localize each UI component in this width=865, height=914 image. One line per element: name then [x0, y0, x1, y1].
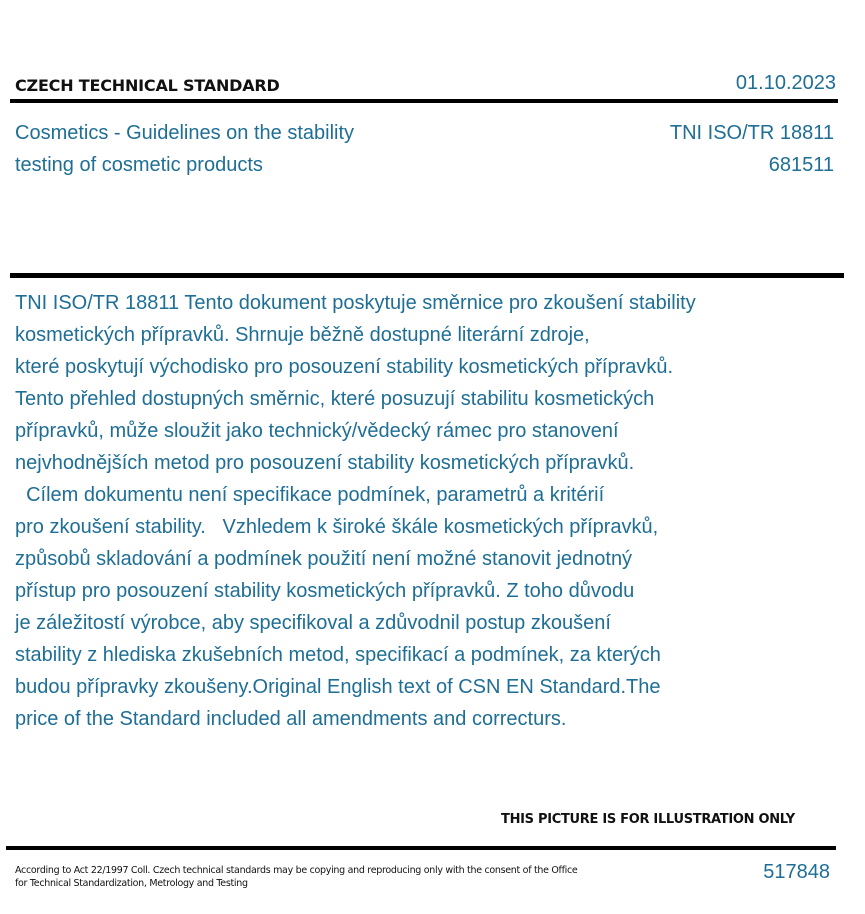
- document-number: 517848: [763, 861, 830, 883]
- classification-number: 681511: [768, 154, 834, 176]
- standard-title: [15, 117, 354, 181]
- abstract-line: kosmetických přípravků. Shrnuje běžně dostupné literární zdroje,: [15, 324, 590, 346]
- abstract-line: které poskytují východisko pro posouzení stability kosmetických přípravků.: [15, 356, 674, 378]
- abstract-line: způsobů skladování a podmínek použití není možné stanovit jednotný: [15, 548, 633, 570]
- abstract-line: Tento přehled dostupných směrnic, které posuzují stabilitu kosmetických: [15, 388, 655, 410]
- copyright-notice: [15, 864, 615, 890]
- abstract-line: přístup pro posouzení stability kosmetických přípravků. Z toho důvodu: [15, 580, 635, 602]
- abstract-line: TNI ISO/TR 18811 Tento dokument poskytuje směrnice pro zkoušení stability: [15, 292, 696, 314]
- standard-title-line: testing of cosmetic products: [15, 154, 263, 176]
- abstract-line: pro zkoušení stability. Vzhledem k široké škále kosmetických přípravků,: [15, 516, 659, 538]
- standard-identifiers: [670, 117, 834, 181]
- document-type-label: CZECH TECHNICAL STANDARD: [15, 76, 280, 95]
- standard-code: TNI ISO/TR 18811: [669, 122, 834, 144]
- abstract-line: přípravků, může sloužit jako technický/vědecký rámec pro stanovení: [15, 420, 619, 442]
- issue-date: 01.10.2023: [735, 72, 836, 94]
- section-divider: [10, 273, 844, 278]
- illustration-notice: THIS PICTURE IS FOR ILLUSTRATION ONLY: [501, 812, 795, 827]
- abstract-line: je záležitostí výrobce, aby specifikoval a zdůvodnil postup zkoušení: [15, 612, 611, 634]
- abstract-line: price of the Standard included all amendments and correcturs.: [15, 708, 567, 730]
- footer-divider: [6, 846, 836, 850]
- standard-title-line: Cosmetics - Guidelines on the stability: [15, 122, 355, 144]
- abstract-line: nejvhodnějších metod pro posouzení stability kosmetických přípravků.: [15, 452, 635, 474]
- copyright-line: According to Act 22/1997 Coll. Czech technical standards may be copying and reproducing only with the consent of the Office: [15, 865, 578, 876]
- abstract-line: Cílem dokumentu není specifikace podmínek, parametrů a kritérií: [15, 484, 605, 506]
- abstract-line: stability z hlediska zkušebních metod, specifikací a podmínek, za kterých: [15, 644, 661, 666]
- abstract-line: budou přípravky zkoušeny.Original English text of CSN EN Standard.The: [15, 676, 661, 698]
- copyright-line: for Technical Standardization, Metrology and Testing: [15, 878, 248, 889]
- header-divider: [10, 99, 838, 103]
- abstract-text: [15, 287, 815, 735]
